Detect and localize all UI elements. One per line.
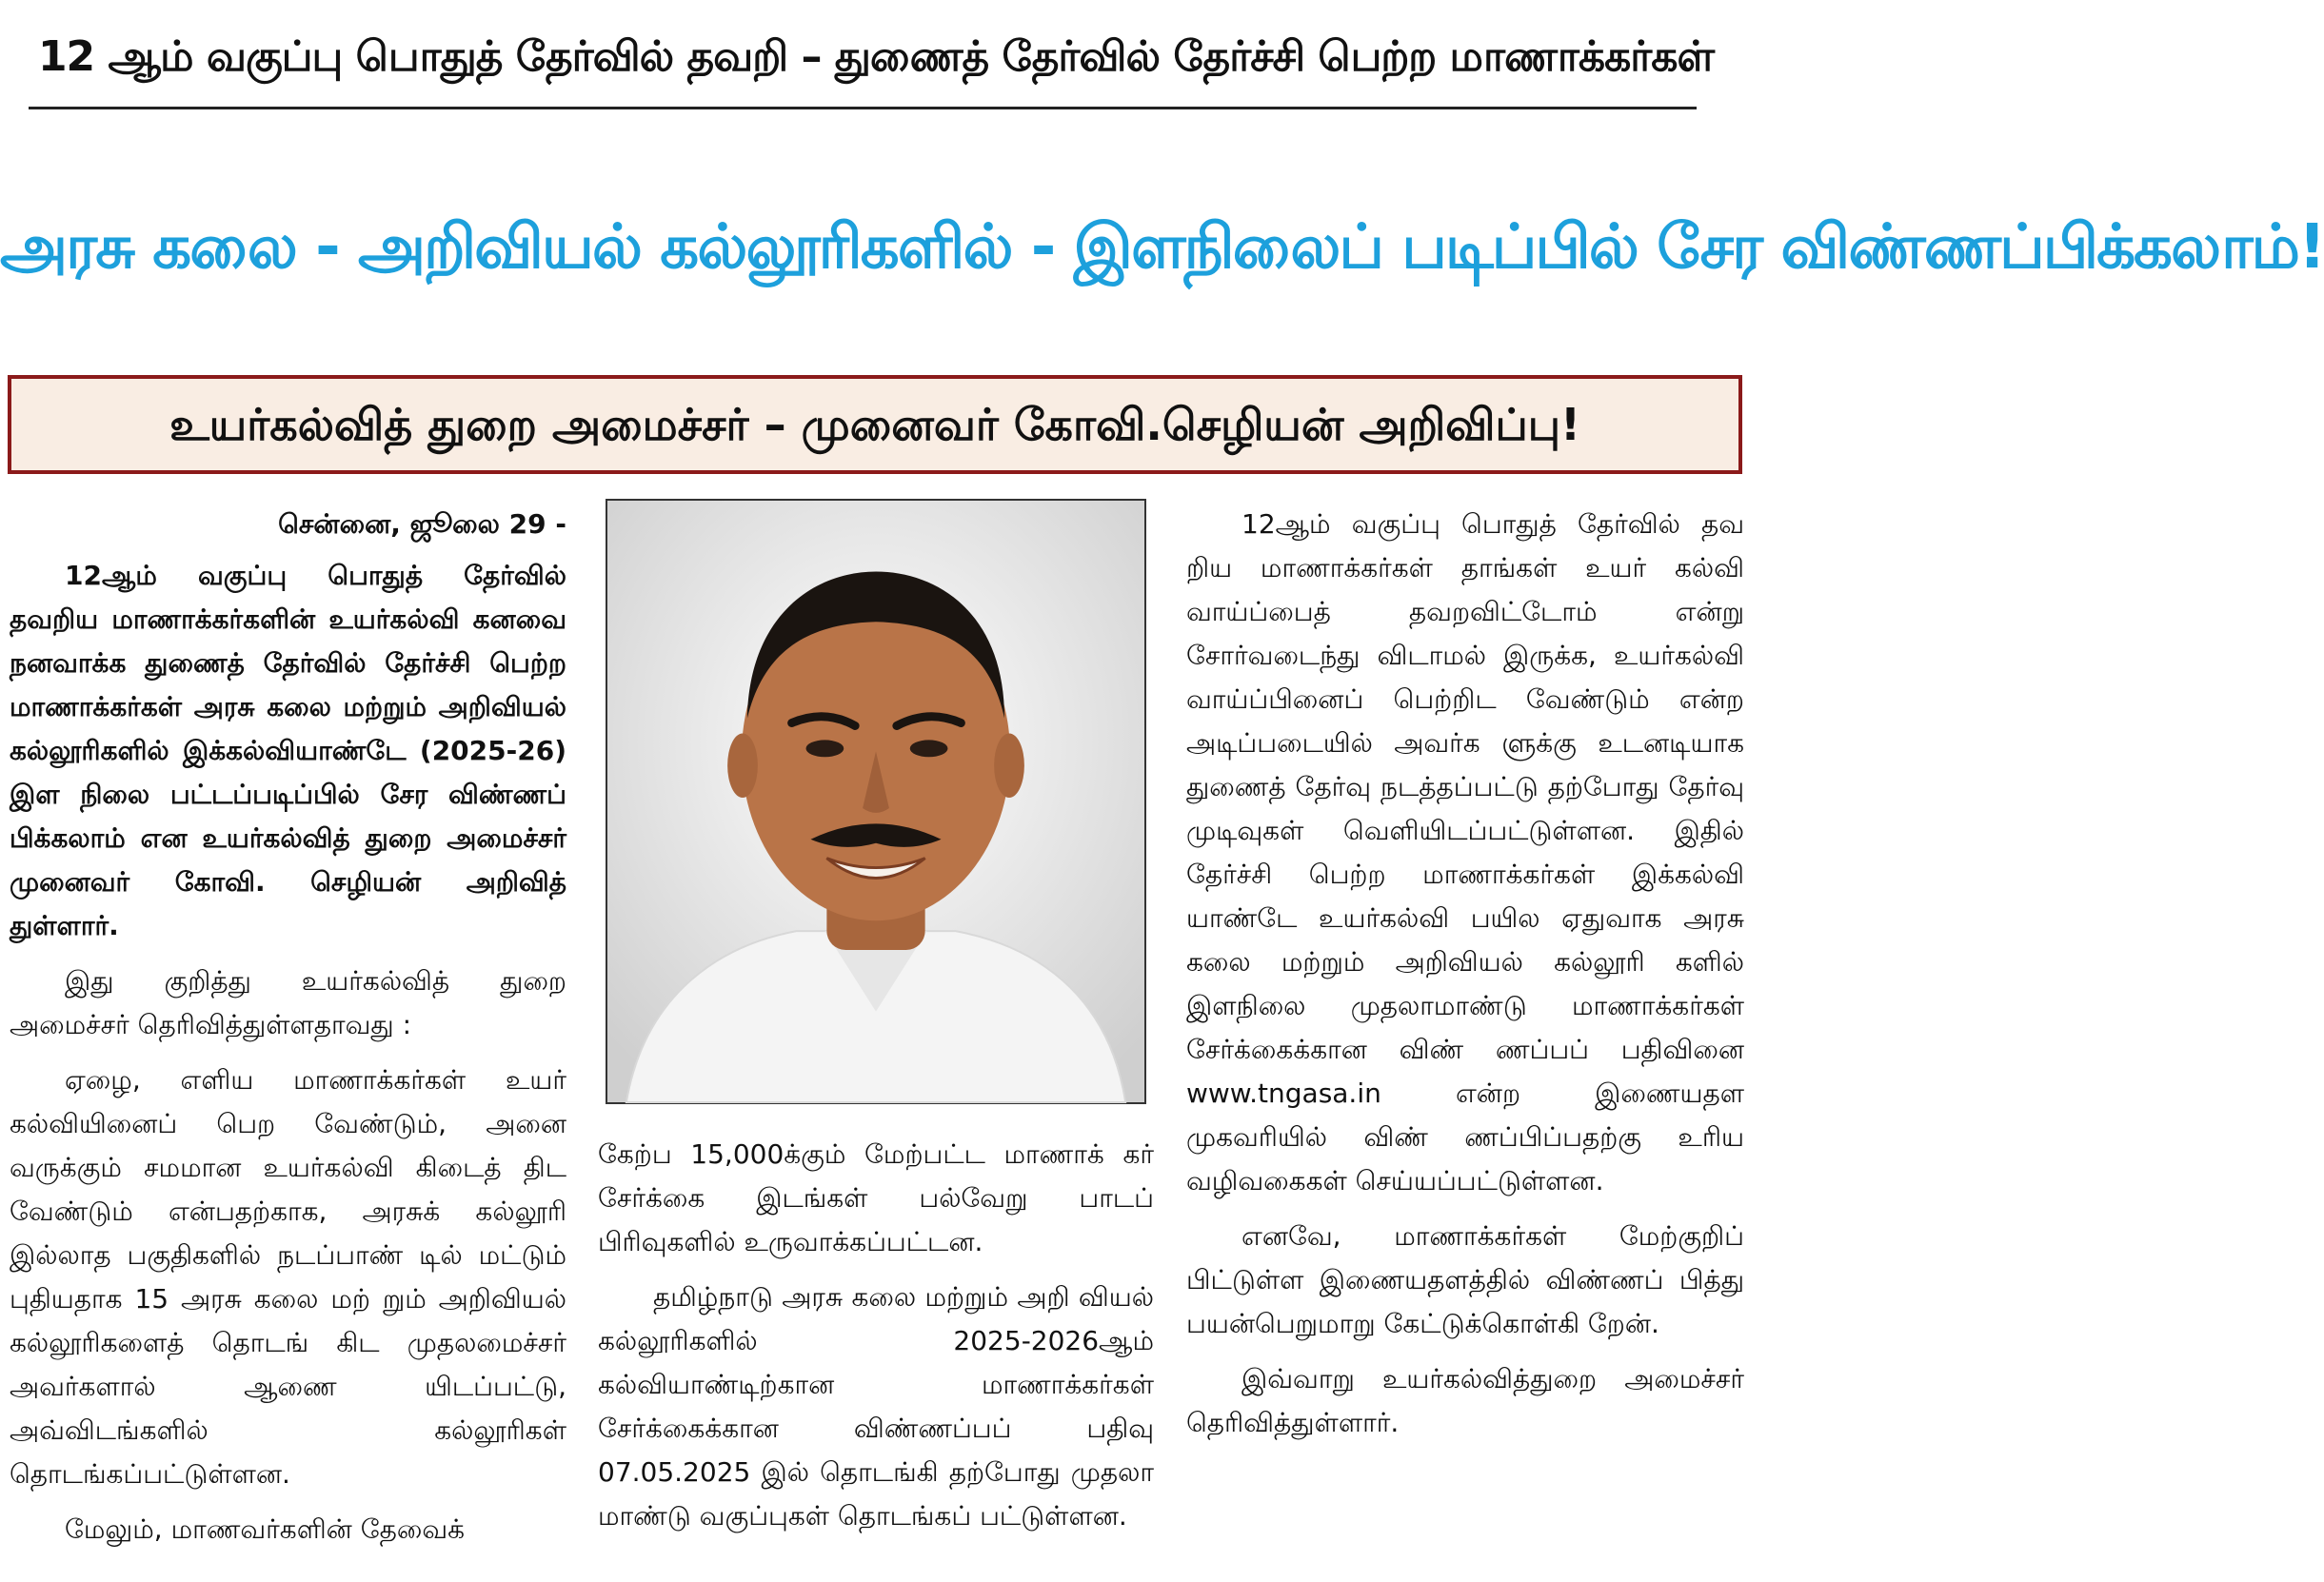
paragraph: கேற்ப 15,000க்கும் மேற்பட்ட மாணாக் கர் சேர்க்கை இடங்கள் பல்வேறு பாடப் பிரிவுகளில் உருவாக்கப்பட்டன. [598,1138,1154,1257]
paragraph: எனவே, மாணாக்கர்கள் மேற்குறிப் பிட்டுள்ள இணையதளத்தில் விண்ணப் பித்து பயன்பெறுமாறு கேட்டுக்கொள்கி றேன். [1186,1220,1744,1339]
article-column-3 [1186,503,1744,1582]
portrait-illustration [607,501,1144,1102]
subhead-banner [8,375,1742,474]
paragraph: 12ஆம் வகுப்பு பொதுத் தேர்வில் தவ றிய மாணாக்கர்கள் தாங்கள் உயர் கல்வி வாய்ப்பைத் தவறவிட்டோம் என்று சோர்வடைந்து விடாமல் இருக்க, உயர்கல்வி வாய்ப்பினைப் பெற்றிட வேண்டும் என்ற அடிப்படையில் அவர்க ளுக்கு உடனடியாக துணைத் தேர்வு நடத்தப்பட்டு தற்போது தேர்வு முடிவுகள் வெளியிடப்பட்டுள்ளன. இதில் தேர்ச்சி பெற்ற மாணாக்கர்கள் இக்கல்வி யாண்டே உயர்கல்வி பயில ஏதுவாக அரசு கலை மற்றும் அறிவியல் கல்லூரி களில் இளநிலை முதலாமாண்டு மாணாக்கர்கள் சேர்க்கைக்கான விண் ணப்பப் பதிவினை www.tngasa.in என்ற இணையதள முகவரியில் விண் ணப்பிப்பதற்கு உரிய வழிவகைகள் செய்யப்பட்டுள்ளன. [1186,508,1744,1196]
article-column-1 [10,503,566,1582]
paragraph: தமிழ்நாடு அரசு கலை மற்றும் அறி வியல் கல்லூரிகளில் 2025-2026ஆம் கல்வியாண்டிற்கான மாணாக்கர்கள் சேர்க்கைக்கான விண்ணப்பப் பதிவு 07.05.2025 இல் தொடங்கி தற்போது முதலா மாண்டு வகுப்புகள் தொடங்கப் பட்டுள்ளன. [598,1281,1154,1532]
main-headline: அரசு கலை - அறிவியல் கல்லூரிகளில் - இளநிலைப் படிப்பில் சேர விண்ணப்பிக்கலாம்! [0,212,2324,283]
article-column-2 [598,1133,1154,1582]
kicker-divider [29,107,1697,109]
minister-photo [606,499,1146,1104]
kicker-headline: 12 ஆம் வகுப்பு பொதுத் தேர்வில் தவறி – துணைத் தேர்வில் தேர்ச்சி பெற்ற மாணாக்கர்கள் [37,32,1715,81]
lead-paragraph: 12ஆம் வகுப்பு பொதுத் தேர்வில் தவறிய மாணாக்கர்களின் உயர்கல்வி கனவை நனவாக்க துணைத் தேர்வில் தேர்ச்சி பெற்ற மாணாக்கர்கள் அரசு கலை மற்றும் அறிவியல் கல்லூரிகளில் இக்கல்வியாண்டே (2025-26) இள நிலை பட்டப்படிப்பில் சேர விண்ணப் பிக்கலாம் என உயர்கல்வித் துறை அமைச்சர் முனைவர் கோவி. செழியன் அறிவித் துள்ளார். [10,560,566,941]
paragraph: இது குறித்து உயர்கல்வித் துறை அமைச்சர் தெரிவித்துள்ளதாவது : [10,965,566,1040]
paragraph: இவ்வாறு உயர்கல்வித்துறை அமைச்சர் தெரிவித்துள்ளார். [1186,1363,1744,1438]
paragraph: மேலும், மாணவர்களின் தேவைக் [65,1513,466,1545]
subhead-text: உயர்கல்வித் துறை அமைச்சர் – முனைவர் கோவி.செழியன் அறிவிப்பு! [169,399,1580,450]
dateline: சென்னை, ஜூலை 29 - [278,508,566,540]
paragraph: ஏழை, எளிய மாணாக்கர்கள் உயர் கல்வியினைப் பெற வேண்டும், அனை வருக்கும் சமமான உயர்கல்வி கிடைத் திட வேண்டும் என்பதற்காக, அரசுக் கல்லூரி இல்லாத பகுதிகளில் நடப்பாண் டில் மட்டும் புதியதாக 15 அரசு கலை மற் றும் அறிவியல் கல்லூரிகளைத் தொடங் கிட முதலமைச்சர் அவர்களால் ஆணை யிடப்பட்டு, அவ்விடங்களில் கல்லூரிகள் தொடங்கப்பட்டுள்ளன. [10,1064,566,1490]
